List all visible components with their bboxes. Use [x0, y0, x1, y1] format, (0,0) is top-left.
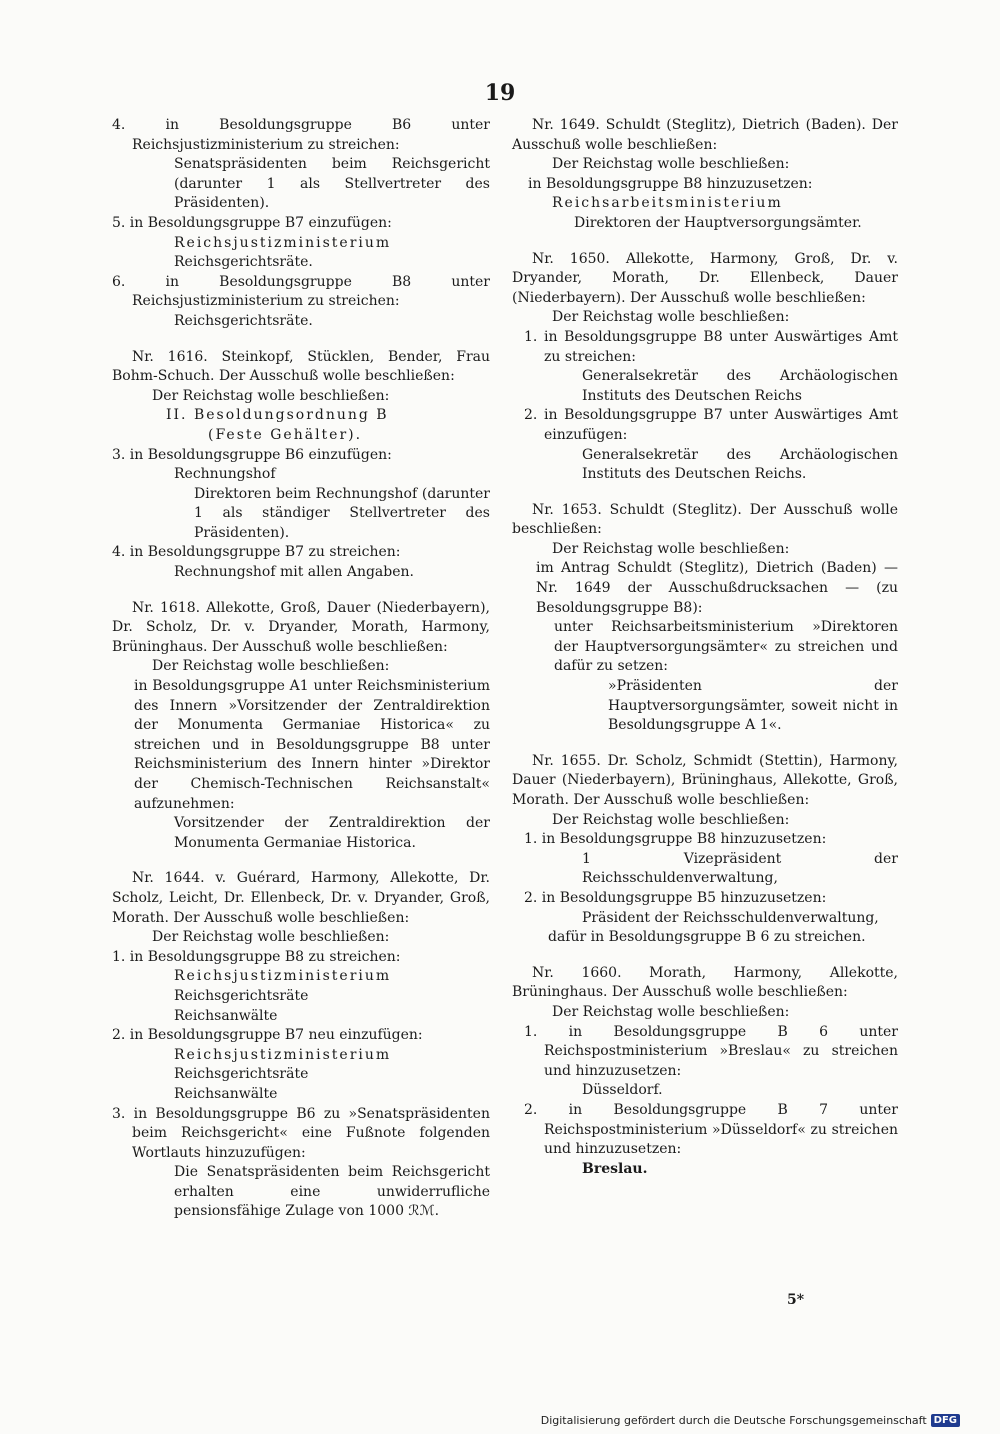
- signature-mark: 5*: [787, 1292, 805, 1308]
- motion-1650-item-1: 1. in Besoldungsgruppe B8 unter Auswärtiges Amt zu streichen:: [524, 328, 898, 365]
- motion-1650-item-2: 2. in Besoldungsgruppe B7 unter Auswärtiges Amt einzufügen:: [524, 407, 898, 443]
- motion-1655-item-2: 2. in Besoldungsgruppe B5 hinzuzusetzen:: [524, 889, 827, 906]
- motion-1644-item-2-b: Reichsanwälte: [174, 1085, 278, 1102]
- motion-1653-line-2: unter Reichsarbeitsministerium »Direktoren der Hauptversorgungsämter« zu streichen und dafür zu setzen:: [554, 619, 898, 675]
- motion-1649-line-2: Reichsarbeitsministerium: [552, 195, 783, 212]
- motion-1655: [512, 752, 898, 948]
- motion-1660-item-1-text: Düsseldorf.: [582, 1082, 663, 1099]
- motion-1655-resolution: Der Reichstag wolle beschließen:: [552, 811, 790, 828]
- motion-1618: [112, 599, 490, 854]
- motion-1644-item-1-a: Reichsgerichtsräte: [174, 987, 309, 1004]
- left-column: [112, 116, 490, 1238]
- motion-1616-item-3-text: Direktoren beim Rechnungshof (darunter 1 als ständiger Stellvertreter des Präsidenten).: [194, 485, 490, 541]
- digitization-footer: [541, 1414, 960, 1427]
- motion-1644-heading: Nr. 1644. v. Guérard, Harmony, Allekotte, Dr. Scholz, Leicht, Dr. Ellenbeck, Dr. v. Dryander, Groß, Morath. Der Ausschuß wolle beschließen:: [112, 870, 490, 926]
- motion-1649-line-1: in Besoldungsgruppe B8 hinzuzusetzen:: [528, 175, 813, 192]
- motion-1650-heading: Nr. 1650. Allekotte, Harmony, Groß, Dr. v. Dryander, Morath, Dr. Ellenbeck, Dauer (Niederbayern). Der Ausschuß wolle beschließen:: [512, 250, 898, 306]
- motion-1655-tail: dafür in Besoldungsgruppe B 6 zu streichen.: [548, 929, 866, 946]
- item-6: 6. in Besoldungsgruppe B8 unter Reichsjustizministerium zu streichen:: [112, 273, 490, 310]
- item-4-text: Senatspräsidenten beim Reichsgericht (darunter 1 als Stellvertreter des Präsidenten).: [174, 156, 490, 212]
- motion-1650-item-2-text: Generalsekretär des Archäologischen Instituts des Deutschen Reichs.: [582, 446, 898, 483]
- item-5: 5. in Besoldungsgruppe B7 einzufügen:: [112, 214, 392, 231]
- block-items-4-6: [112, 116, 490, 332]
- motion-1616-resolution: Der Reichstag wolle beschließen:: [152, 387, 390, 404]
- item-5-ministry: Reichsjustizministerium: [174, 234, 392, 251]
- motion-1650-item-1-text: Generalsekretär des Archäologischen Instituts des Deutschen Reichs: [582, 368, 898, 404]
- motion-1644-item-1: 1. in Besoldungsgruppe B8 zu streichen:: [112, 948, 401, 965]
- motion-1660-resolution: Der Reichstag wolle beschließen:: [552, 1003, 790, 1020]
- motion-1649-resolution: Der Reichstag wolle beschließen:: [552, 156, 790, 173]
- motion-1660-item-1: 1. in Besoldungsgruppe B 6 unter Reichspostministerium »Breslau« zu streichen und hinzuzusetzen:: [524, 1023, 898, 1079]
- motion-1616: [112, 348, 490, 583]
- motion-1618-body: in Besoldungsgruppe A1 unter Reichsministerium des Innern »Vorsitzender der Zentraldirektion der Monumenta Germaniae Historica« zu streichen und in Besoldungsgruppe B8 unter Reichsministerium des Innern hinter »Direktor der Chemisch-Technischen Reichsanstalt« aufzunehmen:: [134, 678, 490, 812]
- motion-1653: [512, 501, 898, 736]
- footer-text: Digitalisierung gefördert durch die Deutsche Forschungsgemeinschaft: [540, 1414, 927, 1427]
- motion-1644-item-2-ministry: Reichsjustizministerium: [174, 1046, 392, 1063]
- motion-1644: [112, 869, 490, 1222]
- right-column: [512, 116, 898, 1195]
- motion-1650: [512, 250, 898, 485]
- motion-1655-item-1: 1. in Besoldungsgruppe B8 hinzuzusetzen:: [524, 831, 827, 848]
- motion-1653-line-1: im Antrag Schuldt (Steglitz), Dietrich (Baden) — Nr. 1649 der Ausschußdrucksachen — (zu Besoldungsgruppe B8):: [536, 560, 898, 616]
- motion-1644-item-1-ministry: Reichsjustizministerium: [174, 968, 392, 985]
- motion-1649-line-3: Direktoren der Hauptversorgungsämter.: [574, 214, 862, 231]
- motion-1655-item-1-text: 1 Vizepräsident der Reichsschuldenverwaltung,: [582, 850, 898, 887]
- item-6-text: Reichsgerichtsräte.: [174, 312, 313, 329]
- motion-1618-resolution: Der Reichstag wolle beschließen:: [152, 658, 390, 675]
- motion-1655-heading: Nr. 1655. Dr. Scholz, Schmidt (Stettin), Harmony, Dauer (Niederbayern), Brüninghaus, Allekotte, Groß, Morath. Der Ausschuß wolle beschließen:: [512, 752, 898, 808]
- motion-1653-line-3: »Präsidenten der Hauptversorgungsämter, soweit nicht in Besoldungsgruppe A 1«.: [608, 678, 898, 734]
- motion-1649: [512, 116, 898, 234]
- motion-1616-item-4-text: Rechnungshof mit allen Angaben.: [174, 564, 414, 581]
- motion-1616-item-4: 4. in Besoldungsgruppe B7 zu streichen:: [112, 544, 401, 561]
- motion-1644-item-3: 3. in Besoldungsgruppe B6 zu »Senatspräsidenten beim Reichsgericht« eine Fußnote folgenden Wortlauts hinzuzufügen:: [112, 1105, 490, 1161]
- motion-1618-sub: Vorsitzender der Zentraldirektion der Monumenta Germaniae Historica.: [174, 815, 490, 851]
- motion-1660: [512, 964, 898, 1180]
- motion-1616-subtitle: (Feste Gehälter).: [208, 426, 363, 443]
- motion-1650-resolution: Der Reichstag wolle beschließen:: [552, 309, 790, 326]
- motion-1644-item-2-a: Reichsgerichtsräte: [174, 1066, 309, 1083]
- motion-1618-heading: Nr. 1618. Allekotte, Groß, Dauer (Niederbayern), Dr. Scholz, Dr. v. Dryander, Morath, Harmony, Brüninghaus. Der Ausschuß wolle beschließen:: [112, 599, 490, 655]
- motion-1616-item-3-office: Rechnungshof: [174, 466, 276, 483]
- motion-1655-item-2-text: Präsident der Reichsschuldenverwaltung,: [582, 909, 879, 926]
- motion-1616-title: II. Besoldungsordnung B: [166, 407, 389, 424]
- motion-1660-heading: Nr. 1660. Morath, Harmony, Allekotte, Brüninghaus. Der Ausschuß wolle beschließen:: [512, 964, 898, 1001]
- dfg-logo: DFG: [931, 1414, 960, 1427]
- motion-1644-item-2: 2. in Besoldungsgruppe B7 neu einzufügen:: [112, 1027, 423, 1044]
- motion-1660-item-2-text: Breslau.: [582, 1160, 648, 1177]
- item-4: 4. in Besoldungsgruppe B6 unter Reichsjustizministerium zu streichen:: [112, 117, 490, 153]
- motion-1644-item-3-text: Die Senatspräsidenten beim Reichsgericht erhalten eine unwiderrufliche pensionsfähige Zulage von 1000 ℛℳ.: [174, 1164, 490, 1220]
- motion-1616-item-3: 3. in Besoldungsgruppe B6 einzufügen:: [112, 446, 392, 463]
- page-number: 19: [484, 80, 516, 106]
- motion-1653-resolution: Der Reichstag wolle beschließen:: [552, 540, 790, 557]
- motion-1660-item-2: 2. in Besoldungsgruppe B 7 unter Reichspostministerium »Düsseldorf« zu streichen und hinzuzusetzen:: [524, 1101, 898, 1158]
- motion-1644-item-1-b: Reichsanwälte: [174, 1007, 278, 1024]
- motion-1653-heading: Nr. 1653. Schuldt (Steglitz). Der Ausschuß wolle beschließen:: [512, 501, 898, 538]
- motion-1644-resolution: Der Reichstag wolle beschließen:: [152, 929, 390, 946]
- motion-1649-heading: Nr. 1649. Schuldt (Steglitz), Dietrich (Baden). Der Ausschuß wolle beschließen:: [512, 117, 898, 153]
- item-5-text: Reichsgerichtsräte.: [174, 254, 313, 271]
- motion-1616-heading: Nr. 1616. Steinkopf, Stücklen, Bender, Frau Bohm-Schuch. Der Ausschuß wolle beschließen:: [112, 348, 490, 385]
